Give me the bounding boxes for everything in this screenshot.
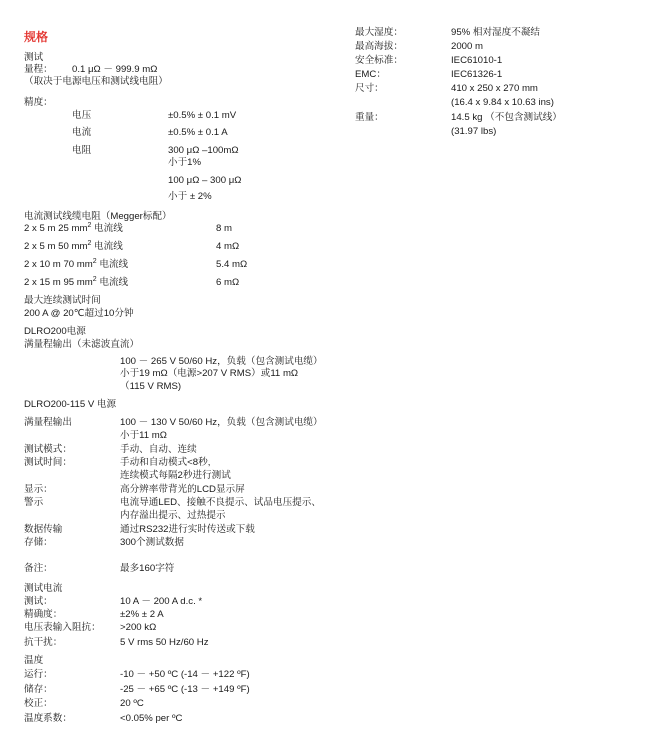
cable-row-3-value: 5.4 mΩ <box>216 259 248 270</box>
humidity-value: 95% 相对湿度不凝结 <box>451 27 541 38</box>
data-transfer-label: 数据传输 <box>24 524 63 535</box>
warning-value2: 内存溢出提示、过热提示 <box>120 510 226 521</box>
storage-label: 存储： <box>24 537 53 548</box>
continuous-label: 最大连续测试时间 <box>24 295 101 306</box>
dlro200-line2: 小于19 mΩ（电源>207 V RMS）或11 mΩ <box>120 368 299 379</box>
dlro115-label: DLRO200-115 V 电源 <box>24 399 117 410</box>
calibration-value: 20 ºC <box>120 698 144 709</box>
operating-temp-value: -10 － +50 ºC (-14 － +122 ºF) <box>120 669 250 680</box>
data-transfer-value: 通过RS232进行实时传送或下载 <box>120 524 255 535</box>
mode-value: 手动、自动、连续 <box>120 444 197 455</box>
continuous-value: 200 A @ 20℃超过10分钟 <box>24 308 134 319</box>
accuracy-voltage-label: 电压 <box>72 110 92 121</box>
temp-coef-label: 温度系数： <box>24 713 72 724</box>
accuracy-low-range-value: 100 μΩ – 300 μΩ <box>168 175 242 186</box>
cable-label: 电流测试线缆电阻（Megger标配） <box>24 211 172 222</box>
accuracy-current-value: ±0.5% ± 0.1 A <box>168 127 228 138</box>
interference-value: 5 V rms 50 Hz/60 Hz <box>120 637 209 648</box>
resistance-label: 测试 <box>24 52 44 63</box>
current-test-value: 10 A － 200 A d.c. * <box>120 596 203 607</box>
cable-row-1-value: 8 m <box>216 223 232 234</box>
safety-value: IEC61010-1 <box>451 55 503 66</box>
storage-value: 300个测试数据 <box>120 537 184 548</box>
dlro200-line3: （115 V RMS) <box>120 381 182 392</box>
display-value: 高分辨率带背光的LCD显示屏 <box>120 484 245 495</box>
current-accuracy-value: ±2% ± 2 A <box>120 609 164 620</box>
current-test-label: 测试： <box>24 596 53 607</box>
dimensions-label: 尺寸： <box>355 83 384 94</box>
accuracy-low-range-value2: 小于 ± 2% <box>168 191 212 202</box>
temperature-label: 温度 <box>24 655 44 666</box>
range-label: 量程： <box>24 64 53 75</box>
range-value: 0.1 μΩ － 999.9 mΩ <box>72 64 158 75</box>
temp-coef-value: <0.05% per ºC <box>120 713 183 724</box>
fullscale-label: 满量程输出 <box>24 417 72 428</box>
memo-value: 最多160字符 <box>120 563 175 574</box>
memo-label: 备注： <box>24 563 53 574</box>
warning-label: 警示 <box>24 497 44 508</box>
altitude-value: 2000 m <box>451 41 483 52</box>
cable-row-1: 2 x 5 m 25 $mm^2$ 电流线 <box>24 221 123 234</box>
dlro200-label: DLRO200电源 <box>24 326 86 337</box>
dlro200-line1: 100 － 265 V 50/60 Hz，负载（包含测试电缆） <box>120 356 323 367</box>
cable-row-3: 2 x 10 m 70 $mm^2$ 电流线 <box>24 257 129 270</box>
time-value2: 连续模式每隔2秒进行测试 <box>120 470 231 481</box>
weight-label: 重量： <box>355 112 384 123</box>
storage-temp-value: -25 － +65 ºC (-13 － +149 ºF) <box>120 684 250 695</box>
accuracy-resistance-value2: 小于1% <box>168 157 202 168</box>
impedance-label: 电压表输入阻抗： <box>24 622 101 633</box>
accuracy-label: 精度： <box>24 97 53 108</box>
cable-row-2-value: 4 mΩ <box>216 241 240 252</box>
current-label: 测试电流 <box>24 583 63 594</box>
mode-label: 测试模式： <box>24 444 72 455</box>
accuracy-voltage-value: ±0.5% ± 0.1 mV <box>168 110 237 121</box>
cable-row-4-value: 6 mΩ <box>216 277 240 288</box>
emc-value: IEC61326-1 <box>451 69 503 80</box>
weight-lbs: (31.97 lbs) <box>451 126 497 137</box>
cable-row-4: 2 x 15 m 95 $mm^2$ 电流线 <box>24 275 129 288</box>
warning-value: 电流导通LED、接触不良提示、试品电压提示、 <box>120 497 321 508</box>
accuracy-resistance-label: 电阻 <box>72 145 92 156</box>
current-accuracy-label: 精确度： <box>24 609 63 620</box>
accuracy-current-label: 电流 <box>72 127 92 138</box>
storage-temp-label: 储存： <box>24 684 53 695</box>
humidity-label: 最大湿度： <box>355 27 403 38</box>
emc-label: EMC： <box>355 69 386 80</box>
safety-label: 安全标准： <box>355 55 403 66</box>
accuracy-resistance-value: 300 μΩ –100mΩ <box>168 145 239 156</box>
cable-row-2: 2 x 5 m 50 $mm^2$ 电流线 <box>24 239 123 252</box>
fullscale-value2: 小于11 mΩ <box>120 430 167 441</box>
altitude-label: 最高海拔： <box>355 41 403 52</box>
time-label: 测试时间： <box>24 457 72 468</box>
interference-label: 抗干扰： <box>24 637 63 648</box>
impedance-value: >200 kΩ <box>120 622 157 633</box>
dlro200-label2: 满量程输出（未滤波直流） <box>24 339 140 350</box>
calibration-label: 校正： <box>24 698 53 709</box>
time-value: 手动和自动模式<8秒, <box>120 457 211 468</box>
page-title: 规格 <box>24 30 49 44</box>
dimensions-inches: (16.4 x 9.84 x 10.63 ins) <box>451 97 554 108</box>
display-label: 显示： <box>24 484 53 495</box>
operating-temp-label: 运行： <box>24 669 53 680</box>
fullscale-value: 100 － 130 V 50/60 Hz，负载（包含测试电缆） <box>120 417 323 428</box>
range-note: （取决于电源电压和测试线电阻） <box>24 76 168 87</box>
weight-value: 14.5 kg （不包含测试线） <box>451 112 562 123</box>
dimensions-value: 410 x 250 x 270 mm <box>451 83 538 94</box>
